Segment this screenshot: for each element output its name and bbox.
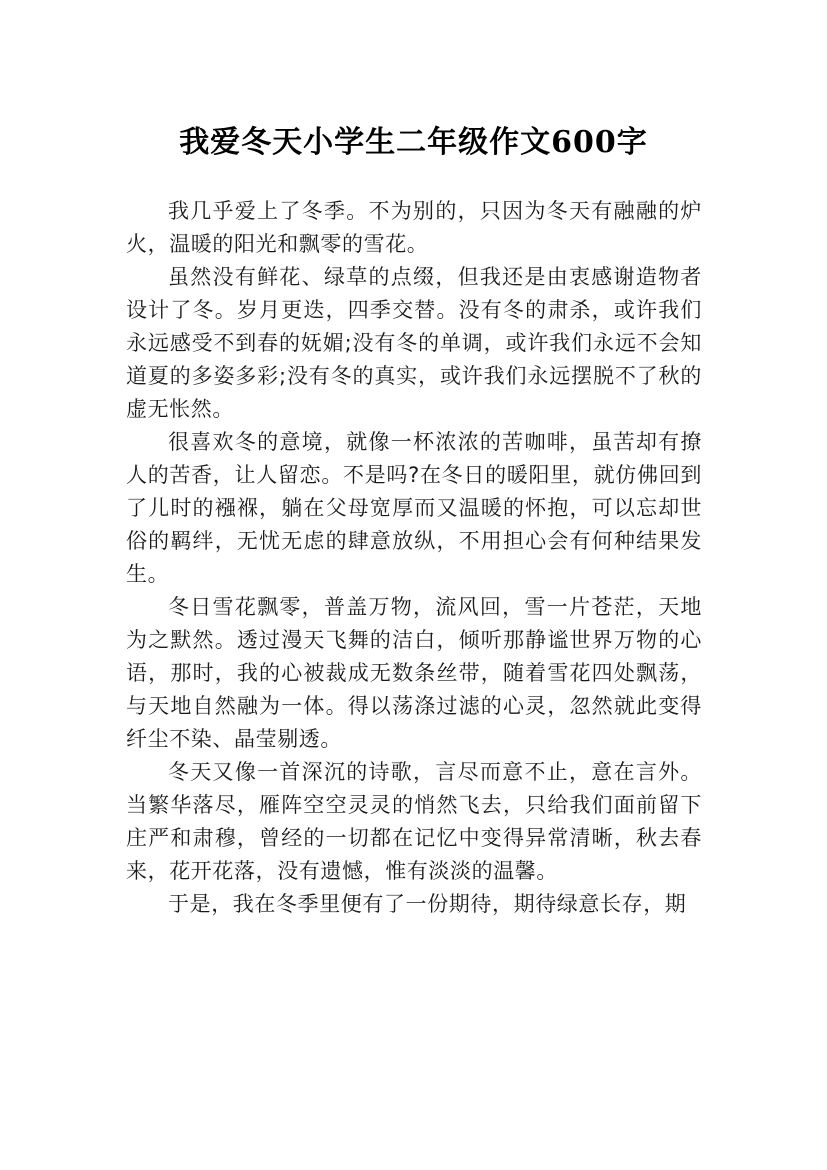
paragraph: 冬天又像一首深沉的诗歌，言尽而意不止，意在言外。当繁华落尽，雁阵空空灵灵的悄然飞去，只给我们面前留下庄严和肃穆，曾经的一切都在记忆中变得异常清晰，秋去春来，花开花落，没有遗憾，惟有淡淡的温馨。	[126, 760, 702, 883]
paragraph: 我几乎爱上了冬季。不为别的，只因为冬天有融融的炉火，温暖的阳光和飘零的雪花。	[126, 199, 702, 256]
paragraph: 虽然没有鲜花、绿草的点缀，但我还是由衷感谢造物者设计了冬。岁月更迭，四季交替。没有冬的肃杀，或许我们永远感受不到春的妩媚;没有冬的单调，或许我们永远不会知道夏的多姿多彩;没有冬的真实，或许我们永远摆脱不了秋的虚无怅然。	[126, 265, 702, 421]
paragraph: 于是，我在冬季里便有了一份期待，期待绿意长存，期	[168, 892, 687, 916]
document-title: 我爱冬天小学生二年级作文600字	[179, 125, 648, 161]
document-body	[126, 195, 702, 921]
paragraph: 很喜欢冬的意境，就像一杯浓浓的苦咖啡，虽苦却有撩人的苦香，让人留恋。不是吗?在冬日的暖阳里，就仿佛回到了儿时的襁褓，躺在父母宽厚而又温暖的怀抱，可以忘却世俗的羁绊，无忧无虑的肆意放纵，不用担心会有何种结果发生。	[126, 430, 702, 586]
paragraph: 冬日雪花飘零，普盖万物，流风回，雪一片苍茫，天地为之默然。透过漫天飞舞的洁白，倾听那静谧世界万物的心语，那时，我的心被裁成无数条丝带，随着雪花四处飘荡，与天地自然融为一体。得以荡涤过滤的心灵，忽然就此变得纤尘不染、晶莹剔透。	[126, 595, 702, 751]
